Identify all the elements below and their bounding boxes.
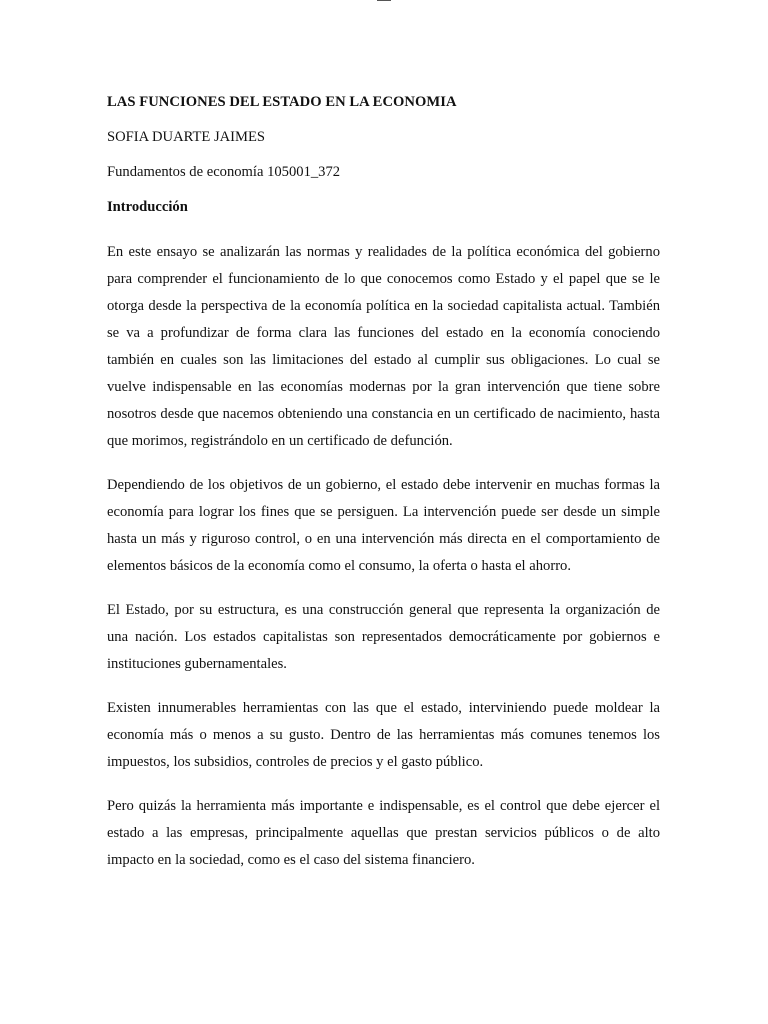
paragraph-4: Existen innumerables herramientas con las que el estado, interviniendo puede moldear la economía más o menos a su gusto. Dentro de las herramientas más comunes tenemos los impuestos, los subsidios, controles de precios y el gasto público. [107,700,660,770]
document-title: LAS FUNCIONES DEL ESTADO EN LA ECONOMIA [107,94,457,110]
page-top-marker [377,0,391,1]
document-page [107,92,660,891]
document-author: SOFIA DUARTE JAIMES [107,129,266,145]
paragraph-2: Dependiendo de los objetivos de un gobierno, el estado debe intervenir en muchas formas la economía para lograr los fines que se persiguen. La intervención puede ser desde un simple hasta un más y riguroso control, o en una intervención más directa en el comportamiento de elementos básicos de la economía como el consumo, la oferta o hasta el ahorro. [107,477,660,574]
paragraph-5: Pero quizás la herramienta más importante e indispensable, es el control que debe ejercer el estado a las empresas, principalmente aquellas que prestan servicios públicos o de alto impacto en la sociedad, como es el caso del sistema financiero. [107,798,660,868]
paragraph-1: En este ensayo se analizarán las normas y realidades de la política económica del gobierno para comprender el funcionamiento de lo que conocemos como Estado y el papel que se le otorga desde la perspectiva de la economía política en la sociedad capitalista actual. También se va a profundizar de forma clara las funciones del estado en la economía conociendo también en cuales son las limitaciones del estado al cumplir sus obligaciones. Lo cual se vuelve indispensable en las economías modernas por la gran intervención que tiene sobre nosotros desde que nacemos obteniendo una constancia en un certificado de nacimiento, hasta que morimos, registrándolo en un certificado de defunción. [107,244,660,449]
paragraph-3: El Estado, por su estructura, es una construcción general que representa la organización de una nación. Los estados capitalistas son representados democráticamente por gobiernos e instituciones gubernamentales. [107,602,660,672]
document-course: Fundamentos de economía 105001_372 [107,164,341,180]
section-heading-introduccion: Introducción [107,199,188,215]
